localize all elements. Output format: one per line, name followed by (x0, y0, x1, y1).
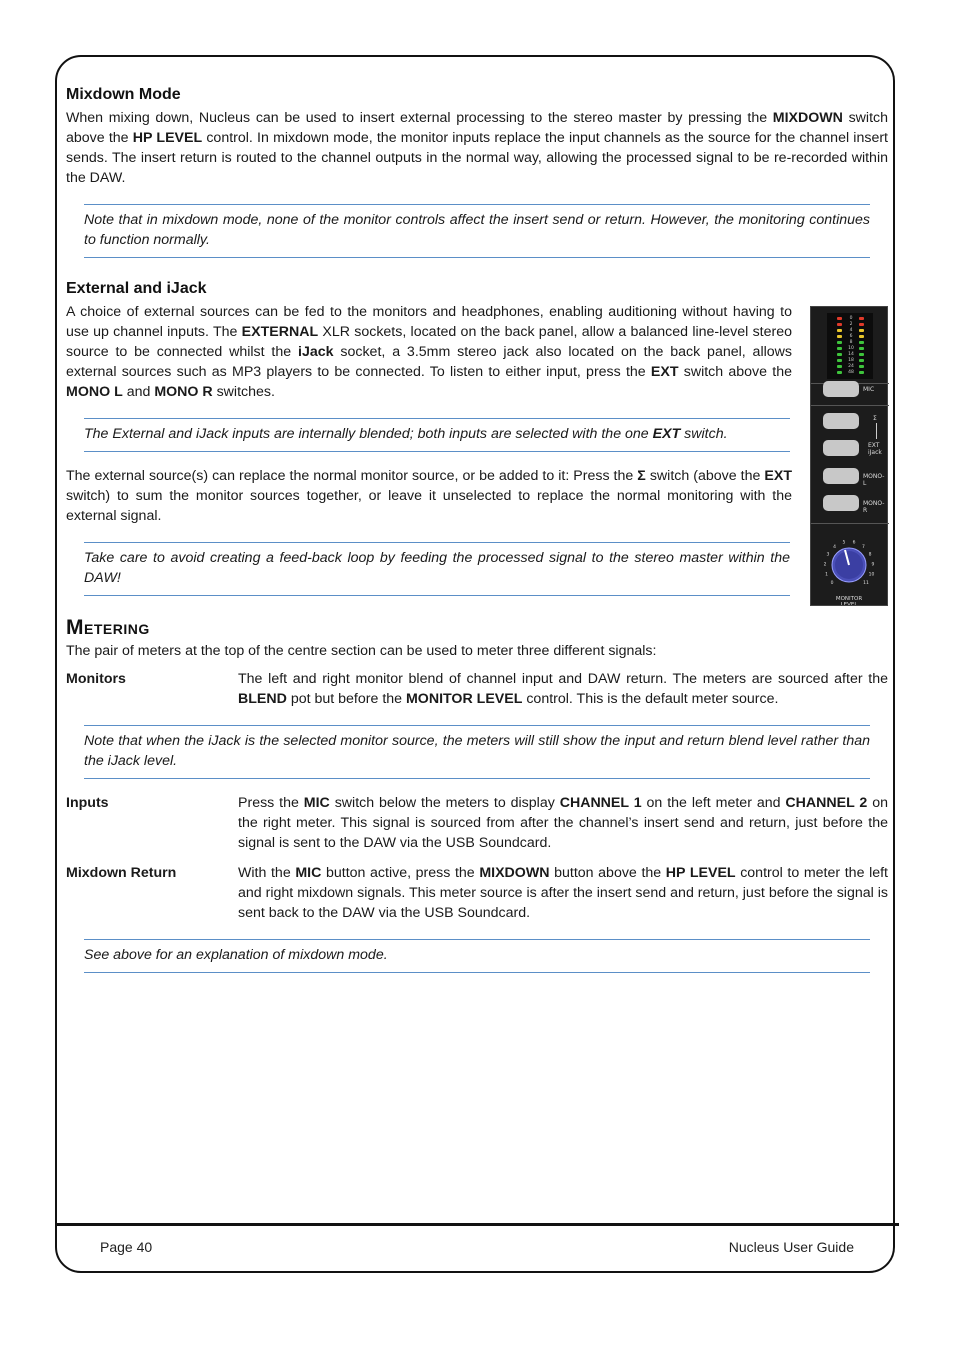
def-monitors: The left and right monitor blend of channel input and DAW return. The meters are sourced after the BLEND pot but before the MONITOR LEVEL control. This is the default meter source. (238, 671, 888, 707)
monitor-level-knob (811, 529, 889, 605)
sum-button (823, 413, 859, 429)
metering-definitions (66, 669, 888, 709)
metering-definitions-2 (66, 793, 888, 923)
feedback-warning-note: Take care to avoid creating a feed-back loop by feeding the processed signal to the stereo master within the DAW! (84, 542, 790, 596)
knob-scale-label: 10 (868, 572, 875, 578)
mono-r-button (823, 495, 859, 511)
meter-scale-label: 24 (848, 364, 854, 369)
right-meter-led (859, 329, 864, 332)
knob-scale-label: 6 (852, 540, 856, 546)
meter-scale-label: 48 (848, 370, 854, 375)
page-number: Page 40 (100, 1239, 153, 1255)
left-meter-led (837, 365, 842, 368)
knob-scale-label: 4 (833, 544, 837, 550)
knob-label-2: LEVEL (840, 602, 858, 605)
left-meter-led (837, 323, 842, 326)
knob-scale-label: 3 (826, 552, 830, 558)
right-meter-led (859, 365, 864, 368)
meter-scale-label: 8 (849, 340, 853, 345)
sum-label: Σ (873, 415, 877, 422)
knob-scale-label: 2 (823, 562, 827, 568)
knob-scale-label: 0 (830, 581, 834, 586)
external-note: The External and iJack inputs are internally blended; both inputs are selected with the one EXT switch. (84, 418, 790, 452)
left-meter-led (837, 329, 842, 332)
left-meter-led (837, 359, 842, 362)
right-meter-led (859, 341, 864, 344)
mixdown-note: Note that in mixdown mode, none of the monitor controls affect the insert send or return. However, the monitoring continues to function normally. (84, 204, 870, 258)
meter-scale-label: 18 (848, 358, 854, 363)
def-inputs: Press the MIC switch below the meters to display CHANNEL 1 on the left meter and CHANNEL 2 on the right meter. This signal is sourced from after the channel’s insert send and return, just before the signal is sent to the DAW via the USB Soundcard. (238, 795, 888, 851)
meter-scale-label: 14 (848, 352, 854, 357)
knob-scale-label: 7 (861, 544, 865, 550)
left-meter-led (837, 341, 842, 344)
ext-label: EXT iJack (868, 442, 882, 456)
meter-display (827, 313, 873, 379)
external-paragraph: A choice of external sources can be fed to the monitors and headphones, enabling auditioning without having to use up channel inputs. The EXTERNAL XLR sockets, located on the back panel, allow a balanced line-level stereo source to be connected whilst the iJack socket, a 3.5mm stereo jack also located on the back panel, allows external sources such as MP3 players to be connected. To listen to either input, press the EXT switch above the MONO L and MONO R switches. (66, 304, 792, 400)
knob-scale-label: 5 (842, 540, 846, 546)
right-meter-led (859, 323, 864, 326)
meter-scale-label: 10 (848, 346, 854, 351)
footer-rule (55, 1223, 899, 1226)
mono-l-button (823, 468, 859, 484)
meter-scale-label: 0 (849, 316, 853, 321)
metering-intro: The pair of meters at the top of the centre section can be used to meter three different signals: (66, 643, 657, 659)
metering-note-mixdown: See above for an explanation of mixdown mode. (84, 939, 870, 973)
term-inputs: Inputs (66, 795, 109, 811)
knob-scale-label: 8 (868, 552, 872, 558)
left-meter-led (837, 335, 842, 338)
mic-button (823, 381, 859, 397)
mono-r-label: MONO-R (863, 500, 885, 514)
external-paragraph-2: The external source(s) can replace the normal monitor source, or be added to it: Press the Σ switch (above the EXT switch) to sum the monitor sources together, or leave it unselected to replace the normal monitoring with the external signal. (66, 468, 792, 524)
metering-note-ijack: Note that when the iJack is the selected monitor source, the meters will still show the input and return blend level rather than the iJack level. (84, 725, 870, 779)
right-meter-led (859, 353, 864, 356)
centre-section-panel-image (810, 306, 888, 606)
meter-scale-label: 2 (849, 322, 853, 327)
mic-label: MIC (863, 386, 875, 393)
right-meter-led (859, 371, 864, 374)
left-meter-led (837, 347, 842, 350)
left-meter-led (837, 317, 842, 320)
knob-label-1: MONITOR (835, 596, 863, 602)
right-meter-led (859, 359, 864, 362)
right-meter-led (859, 347, 864, 350)
knob-scale-label: 9 (871, 562, 875, 568)
term-mixdown-return: Mixdown Return (66, 865, 177, 881)
mono-l-label: MONO-L (863, 473, 885, 487)
meter-scale-label: 4 (849, 328, 853, 333)
right-meter-led (859, 317, 864, 320)
page-content (66, 84, 888, 973)
knob-scale-label: 1 (825, 572, 828, 578)
mixdown-paragraph: When mixing down, Nucleus can be used to insert external processing to the stereo master by pressing the MIXDOWN switch above the HP LEVEL control. In mixdown mode, the monitor inputs replace the input channels as the source for the channel insert sends. The insert return is routed to the channel outputs in the normal way, allowing the processed signal to be re-recorded within the DAW. (66, 110, 888, 186)
heading-external-ijack: External and iJack (66, 280, 207, 297)
def-mixdown-return: With the MIC button active, press the MIXDOWN button above the HP LEVEL control to meter the left and right mixdown signals. This meter source is after the insert send and return, just before the signal is sent back to the DAW via the USB Soundcard. (238, 865, 888, 921)
left-meter-led (837, 353, 842, 356)
guide-title: Nucleus User Guide (728, 1239, 854, 1255)
term-monitors: Monitors (66, 671, 126, 687)
meter-scale-label: 6 (849, 334, 853, 339)
knob-scale-label: 11 (863, 581, 869, 586)
heading-mixdown-mode: Mixdown Mode (66, 86, 181, 103)
heading-metering: METERING (66, 616, 150, 639)
left-meter-led (837, 371, 842, 374)
right-meter-led (859, 335, 864, 338)
ext-button (823, 440, 859, 456)
